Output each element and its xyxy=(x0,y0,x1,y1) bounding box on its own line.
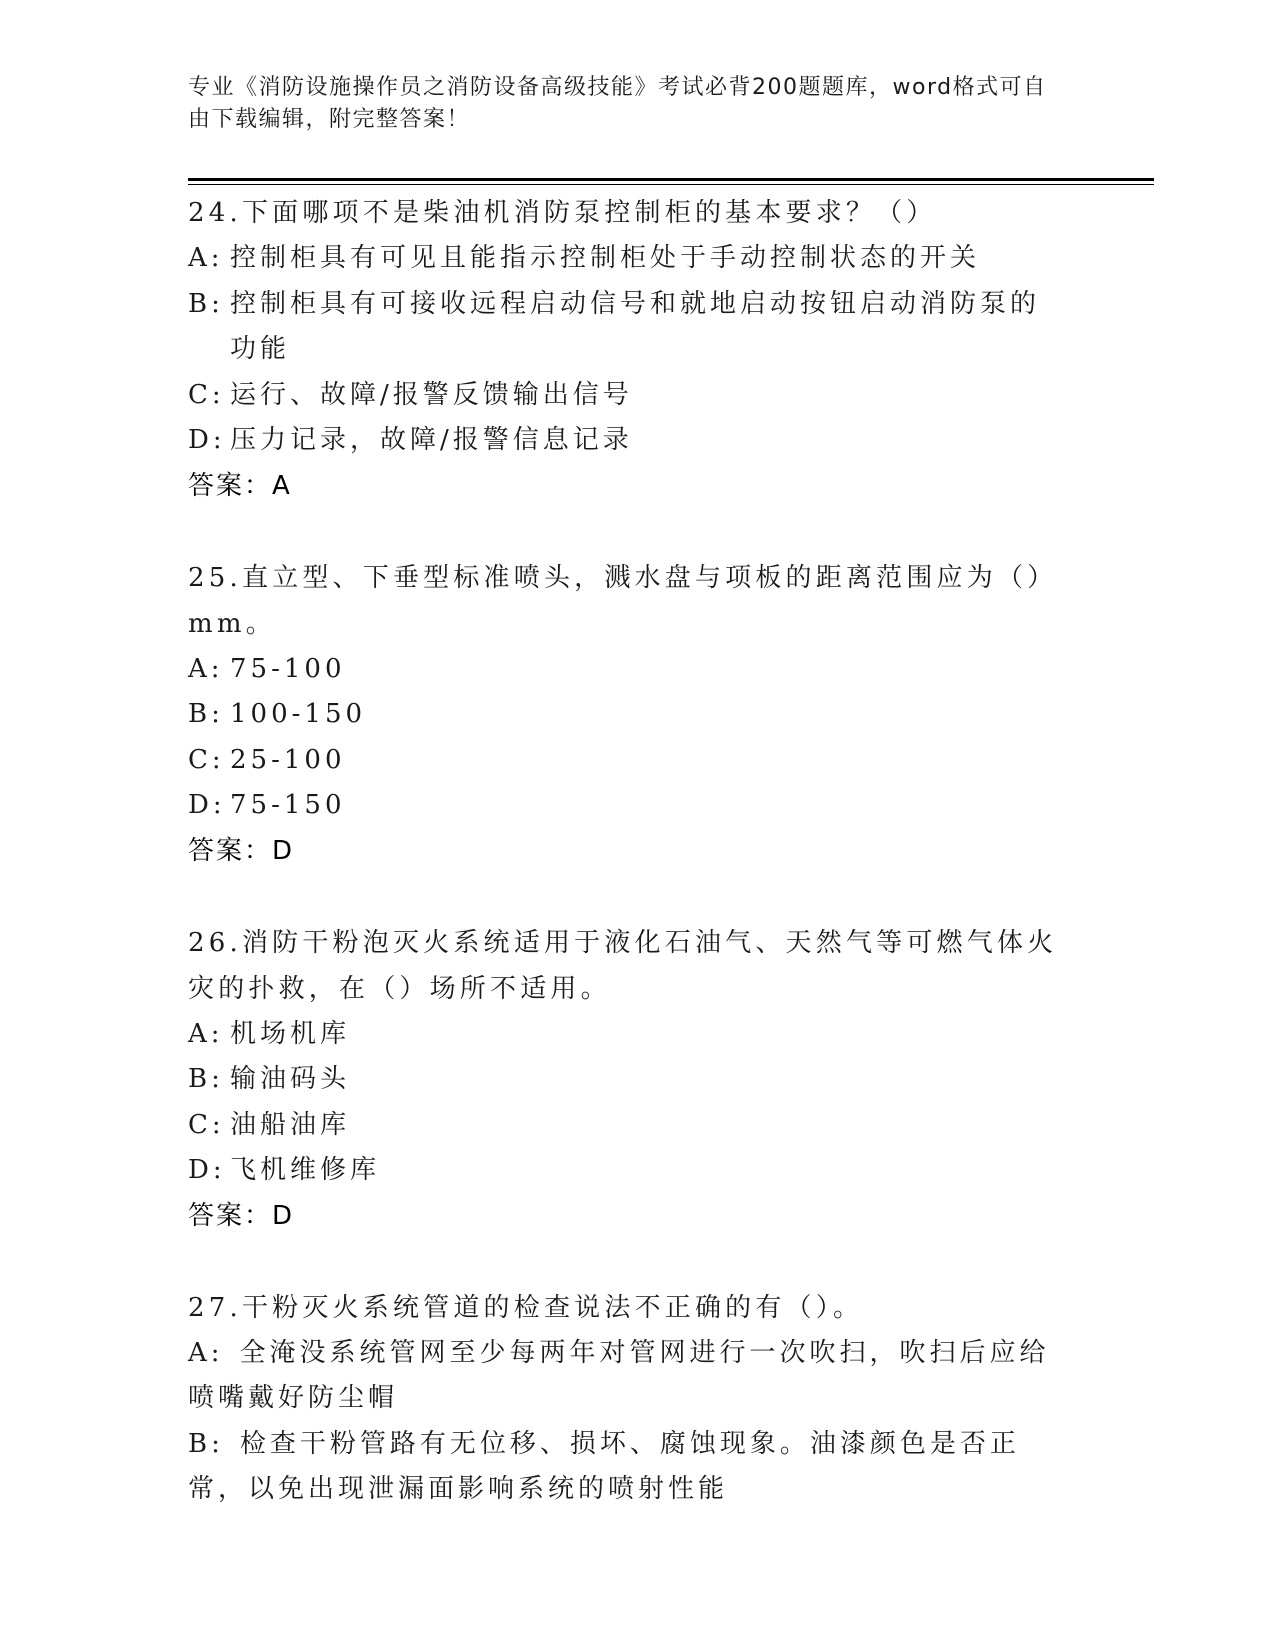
option-text: 运行、故障/报警反馈输出信号 xyxy=(230,379,633,410)
option-a xyxy=(188,1012,1068,1058)
option-key: D: xyxy=(188,790,226,820)
option-text: 飞机维修库 xyxy=(230,1155,381,1185)
option-d xyxy=(188,418,1068,464)
option-c xyxy=(188,1103,1068,1149)
question-25 xyxy=(188,555,1068,874)
option-text: 压力记录，故障/报警信息记录 xyxy=(230,425,633,455)
document-header xyxy=(188,72,1068,136)
option-key: D: xyxy=(188,425,226,455)
option-key: C: xyxy=(188,379,225,410)
option-b xyxy=(188,1422,1068,1513)
option-b xyxy=(188,282,1068,373)
option-key: A: xyxy=(188,1337,224,1368)
option-text: 75-150 xyxy=(230,790,346,820)
header-divider-thin xyxy=(188,184,1154,185)
option-text: 75-100 xyxy=(230,653,346,684)
option-text: 100-150 xyxy=(230,699,367,729)
option-d xyxy=(188,783,1068,829)
option-key: A: xyxy=(188,653,224,684)
question-stem: 24.下面哪项不是柴油机消防泵控制柜的基本要求？（） xyxy=(188,198,937,228)
option-text: 控制柜具有可接收远程启动信号和就地启动按钮启动消防泵的功能 xyxy=(230,288,1041,364)
option-key: A: xyxy=(188,243,224,273)
option-a xyxy=(188,1331,1068,1422)
option-key: B: xyxy=(188,288,224,319)
question-stem: 27.干粉灭火系统管道的检查说法不正确的有（）。 xyxy=(188,1292,864,1323)
option-d xyxy=(188,1148,1068,1194)
option-text: 检查干粉管路有无位移、损坏、腐蚀现象。油漆颜色是否正常，以免出现泄漏面影响系统的喷射性能 xyxy=(188,1428,1020,1504)
option-c xyxy=(188,738,1068,784)
answer-line: 答案：A xyxy=(188,470,292,501)
option-key: B: xyxy=(188,699,224,729)
question-27 xyxy=(188,1285,1068,1513)
option-b xyxy=(188,1057,1068,1103)
option-c xyxy=(188,373,1068,419)
answer-line: 答案：D xyxy=(188,835,295,866)
question-24 xyxy=(188,190,1068,509)
option-text: 全淹没系统管网至少每两年对管网进行一次吹扫，吹扫后应给喷嘴戴好防尘帽 xyxy=(188,1337,1050,1413)
option-a xyxy=(188,236,1068,282)
header-divider-thick xyxy=(188,178,1154,181)
option-text: 机场机库 xyxy=(230,1018,351,1049)
question-stem: 26.消防干粉泡灭火系统适用于液化石油气、天然气等可燃气体火灾的扑救，在（）场所不适用。 xyxy=(188,927,1058,1004)
question-list xyxy=(188,190,1068,1513)
option-key: B: xyxy=(188,1064,224,1094)
option-key: C: xyxy=(188,1109,225,1140)
option-key: B: xyxy=(188,1428,224,1459)
option-text: 油船油库 xyxy=(230,1109,351,1140)
option-text: 25-100 xyxy=(230,744,346,775)
option-key: C: xyxy=(188,744,225,775)
option-a xyxy=(188,647,1068,693)
header-text: 专业《消防设施操作员之消防设备高级技能》考试必背200题题库，word格式可自由下载编辑，附完整答案！ xyxy=(188,75,1047,132)
option-text: 输油码头 xyxy=(230,1064,351,1094)
question-26 xyxy=(188,920,1068,1239)
question-stem: 25.直立型、下垂型标准喷头，溅水盘与项板的距离范围应为（）mm。 xyxy=(188,562,1058,639)
option-key: A: xyxy=(188,1018,224,1049)
option-key: D: xyxy=(188,1155,226,1185)
option-text: 控制柜具有可见且能指示控制柜处于手动控制状态的开关 xyxy=(230,243,981,273)
option-b xyxy=(188,692,1068,738)
answer-line: 答案：D xyxy=(188,1200,295,1231)
